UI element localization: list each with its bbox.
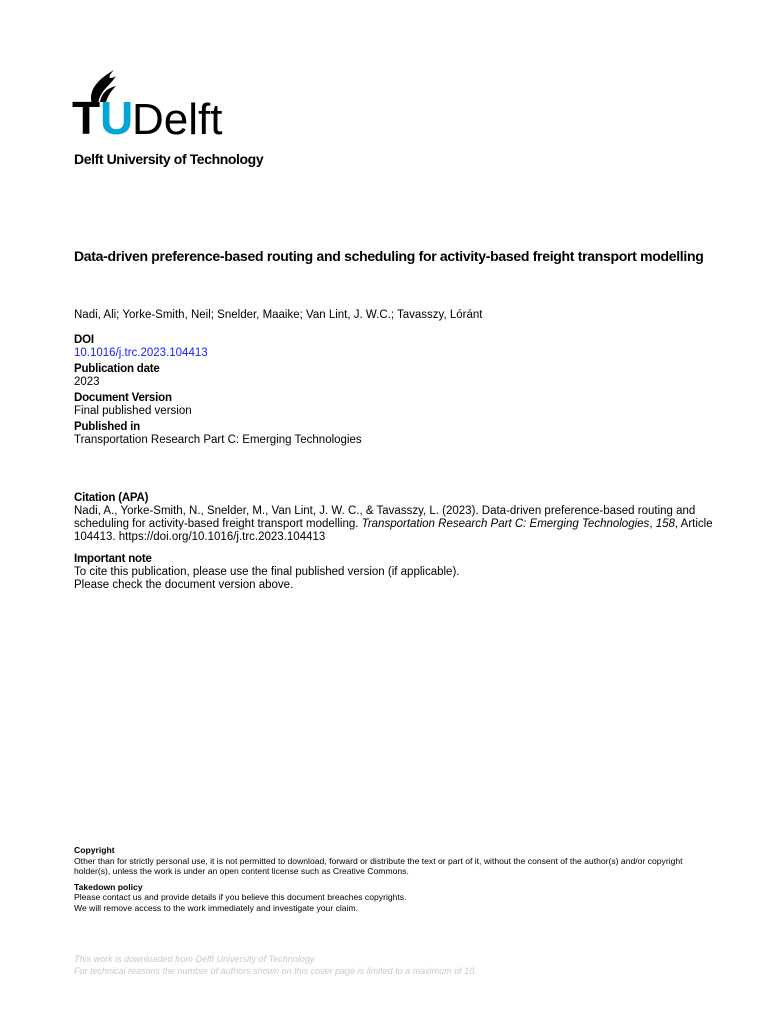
logo-letter-u: U	[100, 92, 134, 138]
published-in-value: Transportation Research Part C: Emerging Technologies	[74, 434, 362, 446]
citation-text	[74, 505, 714, 544]
copyright-text: Other than for strictly personal use, it is not permitted to download, forward or distribute the text or part of it, without the consent of the author(s) and/or copyright holder(s), unless the work is under an open content license such as Creative Commons.	[74, 855, 683, 876]
paper-title: Data-driven preference-based routing and scheduling for activity-based freight transport modelling	[74, 248, 704, 264]
takedown-line-1: Please contact us and provide details if you believe this document breaches copyrights.	[74, 892, 407, 902]
important-note-line-1: To cite this publication, please use the final published version (if applicable).	[74, 566, 460, 578]
logo-word-delft: Delft	[132, 95, 223, 138]
publication-date-label: Publication date	[74, 363, 160, 375]
citation-text-main: Nadi, A., Yorke-Smith, N., Snelder, M., Van Lint, J. W. C., & Tavasszy, L. (2023). Data-driven preference-based routing and scheduling for activity-based freight transport modelling.	[74, 505, 696, 530]
copyright-label: Copyright	[74, 845, 115, 855]
doi-link[interactable]: 10.1016/j.trc.2023.104413	[74, 347, 208, 359]
document-version-value: Final published version	[74, 405, 192, 417]
legal-block	[74, 845, 714, 918]
takedown-line-2: We will remove access to the work immediately and investigate your claim.	[74, 902, 359, 913]
doi-label: DOI	[74, 334, 94, 346]
footer-line-1: This work is downloaded from Delft University of Technology.	[74, 954, 317, 964]
tu-delft-logo	[70, 66, 260, 138]
important-note-label: Important note	[74, 553, 152, 565]
citation-sep: ,	[649, 518, 656, 530]
important-note-block	[74, 553, 694, 592]
important-note-line-2: Please check the document version above.	[74, 579, 294, 591]
citation-block	[74, 492, 714, 544]
publication-date-value: 2023	[74, 376, 100, 388]
logo-letter-t: T	[72, 92, 101, 138]
citation-journal: Transportation Research Part C: Emerging Technologies	[361, 518, 650, 530]
document-version-label: Document Version	[74, 392, 172, 404]
metadata-block	[74, 334, 694, 450]
citation-label: Citation (APA)	[74, 492, 149, 504]
takedown-label: Takedown policy	[74, 881, 143, 892]
citation-text-end: , Article 104413. https://doi.org/10.1016/j.trc.2023.104413	[74, 518, 713, 543]
footer-line-2: For technical reasons the number of authors shown on this cover page is limited to a maximum of 10.	[74, 966, 477, 976]
citation-volume: 158	[655, 518, 675, 530]
university-name: Delft University of Technology	[74, 151, 264, 167]
download-footer	[74, 953, 714, 977]
published-in-label: Published in	[74, 421, 140, 433]
takedown-section	[74, 882, 714, 914]
author-list: Nadi, Ali; Yorke-Smith, Neil; Snelder, Maaike; Van Lint, J. W.C.; Tavasszy, Lóránt	[74, 309, 483, 321]
copyright-section	[74, 845, 714, 877]
